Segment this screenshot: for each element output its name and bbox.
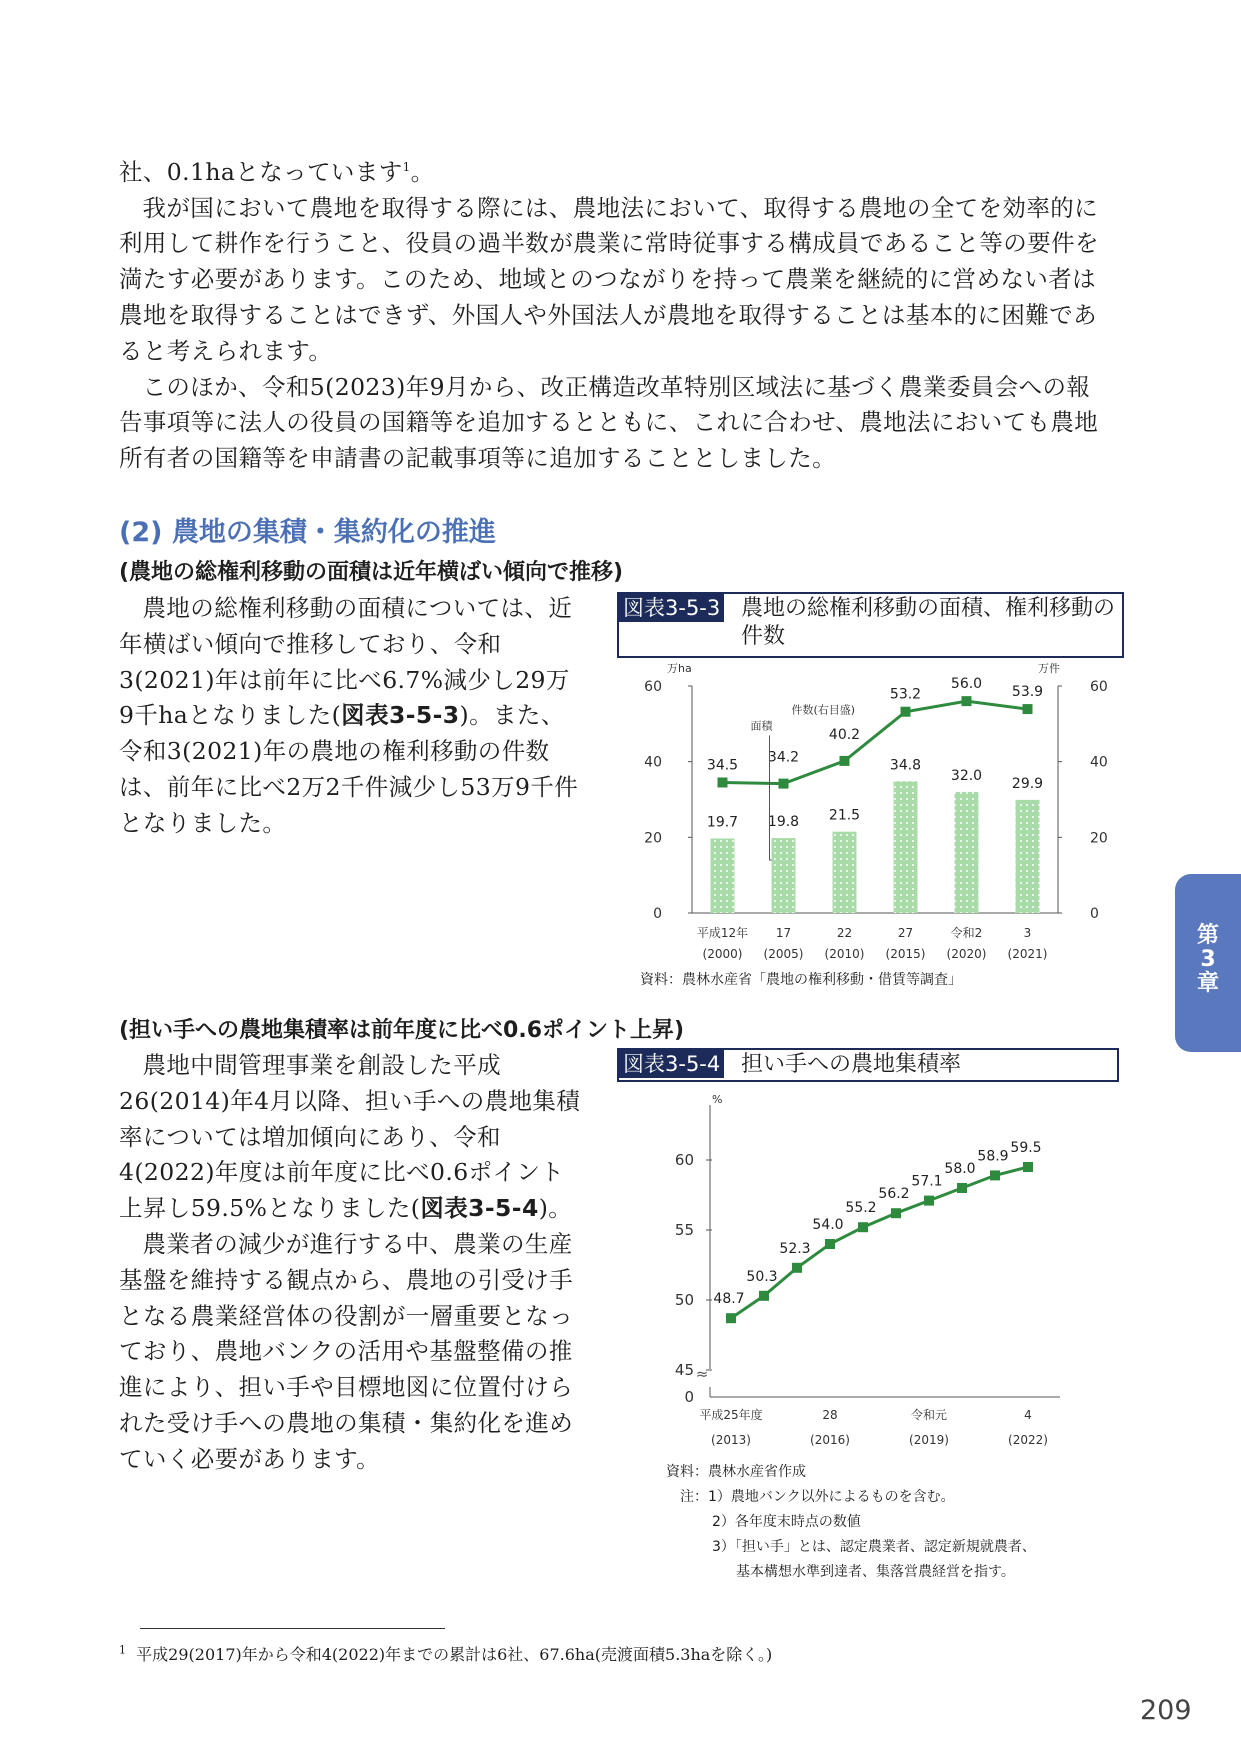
bar xyxy=(894,781,918,913)
section-title: (2) 農地の集積・集約化の推進 xyxy=(119,517,496,548)
line-point xyxy=(990,1170,1000,1180)
x-tick-sublabel: (2015) xyxy=(885,947,926,961)
line-label: 53.2 xyxy=(889,686,922,703)
figure2-title: 担い手への農地集積率 xyxy=(741,1052,962,1077)
y-axis-right-label: 万件 xyxy=(1038,662,1060,675)
figure-ref[interactable]: 図表3-5-3 xyxy=(341,701,460,730)
y-tick-left: 60 xyxy=(644,679,662,695)
y-tick-label: 0 xyxy=(684,1388,694,1406)
y-tick-label: 60 xyxy=(674,1151,694,1169)
figure2-notes xyxy=(666,1460,1036,1585)
figure1-title: 農地の総権利移動の面積、権利移動の件数 xyxy=(741,596,1116,649)
x-tick-label: 平成25年度 xyxy=(699,1408,763,1422)
x-tick-label: 3 xyxy=(1023,926,1032,940)
x-tick-sublabel: (2013) xyxy=(711,1433,751,1447)
block2-paragraph-2: 農業者の減少が進行する中、農業の生産基盤を維持する観点から、農地の引受け手となる農業経営体の役割が一層重要となっており、農地バンクの活用や基盤整備の推進により、担い手や目標地図に位置付けられた受け手への農地の集積・集約化を進めていく必要があります。 xyxy=(119,1229,574,1473)
bar xyxy=(711,838,735,913)
y-tick-label: 45 xyxy=(674,1361,694,1379)
axis-break-icon: ≈ xyxy=(695,1365,709,1383)
figure1-label: 図表3-5-3 xyxy=(619,594,724,622)
y-tick-label: 50 xyxy=(674,1291,694,1309)
y-tick-left: 20 xyxy=(644,830,662,847)
figure2-chart xyxy=(660,1085,1080,1460)
block2-text xyxy=(119,1048,583,1478)
y-tick-left: 0 xyxy=(653,906,662,922)
x-tick-sublabel: (2010) xyxy=(824,947,865,961)
figure2-note-1: 注：1）農地バンク以外によるものを含む。 xyxy=(680,1489,955,1505)
footnote-ref: 1 xyxy=(402,160,411,174)
bar-label: 19.8 xyxy=(767,814,800,831)
x-tick-sublabel: (2020) xyxy=(946,947,987,961)
line-point xyxy=(759,1291,769,1301)
chapter-tab[interactable] xyxy=(1175,874,1241,1052)
data-label: 50.3 xyxy=(746,1268,778,1285)
intro-paragraph-3: このほか、令和5(2023)年9月から、改正構造改革特別区域法に基づく農業委員会への報告事項等に法人の役員の国籍等を追加するとともに、これに合わせ、農地法においても農地所有者の国籍等を申請書の記載事項等に追加することとしました。 xyxy=(119,372,1099,473)
x-tick-label: 17 xyxy=(775,926,792,940)
x-tick-label: 4 xyxy=(1024,1408,1032,1422)
data-label: 54.0 xyxy=(812,1217,844,1233)
bar xyxy=(955,792,979,913)
figure-ref[interactable]: 図表3-5-4 xyxy=(420,1194,539,1223)
bar xyxy=(772,838,796,913)
line-point xyxy=(1023,704,1033,714)
data-label: 52.3 xyxy=(779,1240,811,1257)
chapter-tab-line3: 章 xyxy=(1196,971,1219,996)
x-tick-sublabel: (2022) xyxy=(1008,1433,1048,1447)
figure2-note-3: 3）「担い手」とは、認定農業者、認定新規就農者、 xyxy=(712,1539,1036,1555)
x-tick-label: 28 xyxy=(822,1408,838,1422)
block2-heading: (担い手への農地集積率は前年度に比べ0.6ポイント上昇) xyxy=(119,1018,685,1043)
bar xyxy=(833,832,857,913)
line-label: 34.2 xyxy=(767,749,800,766)
line-point xyxy=(1023,1162,1033,1172)
x-tick-sublabel: (2005) xyxy=(763,947,804,961)
bar-label: 21.5 xyxy=(828,807,861,824)
bar xyxy=(1016,800,1040,913)
x-tick-label: 令和2 xyxy=(950,926,983,940)
line-point xyxy=(962,696,972,706)
figure2-source: 資料：農林水産省作成 xyxy=(666,1464,806,1480)
series-name-bar: 面積 xyxy=(750,719,773,733)
series-name-line: 件数(右目盛) xyxy=(791,703,856,717)
y-tick-label: 55 xyxy=(674,1221,694,1239)
bar-label: 34.8 xyxy=(889,757,922,774)
figure2-title-box xyxy=(617,1048,1119,1082)
y-tick-right: 20 xyxy=(1090,830,1108,847)
line-point xyxy=(792,1263,802,1273)
x-tick-label: 平成12年 xyxy=(696,926,749,940)
y-axis-left-label: 万ha xyxy=(667,662,692,675)
intro-text xyxy=(119,150,1102,477)
footnote-number: 1 xyxy=(119,1643,126,1657)
line-point xyxy=(901,707,911,717)
figure2-label: 図表3-5-4 xyxy=(619,1050,724,1078)
x-tick-sublabel: (2021) xyxy=(1007,947,1048,961)
footnote-rule xyxy=(140,1628,445,1629)
line-point xyxy=(726,1313,736,1323)
data-label: 58.9 xyxy=(977,1148,1009,1165)
bar-label: 32.0 xyxy=(950,767,983,784)
line-point xyxy=(718,777,728,787)
page-number: 209 xyxy=(1140,1695,1192,1726)
y-tick-right: 0 xyxy=(1090,906,1099,922)
figure2-note-2: 2）各年度末時点の数値 xyxy=(712,1514,861,1530)
block2-text-a: 農地中間管理事業を創設した平成26(2014)年4月以降、担い手への農地集積率については増加傾向にあり、令和4(2022)年度は前年度に比べ0.6ポイント上昇し59.5%となりました( xyxy=(119,1051,581,1223)
line-label: 34.5 xyxy=(706,757,739,774)
line-point xyxy=(840,756,850,766)
data-label: 57.1 xyxy=(911,1173,943,1190)
bar-label: 29.9 xyxy=(1011,775,1044,792)
line-label: 53.9 xyxy=(1011,684,1044,701)
x-tick-sublabel: (2019) xyxy=(909,1433,949,1447)
figure1-chart xyxy=(640,658,1108,978)
y-tick-left: 40 xyxy=(644,754,662,771)
block1-text xyxy=(119,591,583,842)
line-point xyxy=(924,1196,934,1206)
y-tick-right: 40 xyxy=(1090,754,1108,771)
block1-text-a: 農地の総権利移動の面積については、近年横ばい傾向で推移しており、令和3(2021)年は前年に比べ6.7%減少し29万9千haとなりました( xyxy=(119,594,573,730)
footnote xyxy=(119,1642,772,1665)
line-point xyxy=(825,1239,835,1249)
x-tick-sublabel: (2000) xyxy=(702,947,743,961)
line-label: 56.0 xyxy=(950,676,983,693)
line-point xyxy=(779,779,789,789)
intro-line1: 社、0.1haとなっています xyxy=(119,157,403,186)
line-point xyxy=(858,1222,868,1232)
footnote-text: 平成29(2017)年から令和4(2022)年までの累計は6社、67.6ha(売渡面積5.3haを除く。) xyxy=(136,1645,773,1664)
x-tick-label: 27 xyxy=(897,926,914,940)
chapter-tab-line1: 第 xyxy=(1196,923,1219,948)
x-tick-label: 令和元 xyxy=(910,1408,948,1422)
data-label: 59.5 xyxy=(1010,1140,1042,1156)
line-point xyxy=(891,1208,901,1218)
figure2-note-3b: 基本構想水準到達者、集落営農経営を指す。 xyxy=(736,1564,1015,1580)
data-label: 58.0 xyxy=(944,1161,976,1177)
x-tick-sublabel: (2016) xyxy=(810,1433,850,1447)
line-point xyxy=(957,1183,967,1193)
x-tick-label: 22 xyxy=(836,926,853,940)
block2-text-b: )。 xyxy=(538,1194,573,1223)
block1-text-b: )。また、令和3(2021)年の農地の権利移動の件数は、前年に比べ2万2千件減少し53万9千件となりました。 xyxy=(119,701,579,837)
data-label: 55.2 xyxy=(845,1200,877,1217)
block1-heading: (農地の総権利移動の面積は近年横ばい傾向で推移) xyxy=(119,560,624,585)
figure1-title-box xyxy=(617,592,1124,658)
data-label: 48.7 xyxy=(713,1291,745,1308)
chapter-tab-line2: 3 xyxy=(1200,947,1216,972)
line-label: 40.2 xyxy=(828,726,861,743)
intro-line1-end: 。 xyxy=(410,157,435,186)
y-axis-label: % xyxy=(712,1093,723,1106)
bar-label: 19.7 xyxy=(706,814,739,831)
figure1-source: 資料：農林水産省「農地の権利移動・借賃等調査」 xyxy=(640,972,962,988)
intro-paragraph-2: 我が国において農地を取得する際には、農地法において、取得する農地の全てを効率的に利用して耕作を行うこと、役員の過半数が農業に常時従事する構成員であること等の要件を満たす必要があります。このため、地域とのつながりを持って農業を継続的に営めない者は農地を取得することはできず、外国人や外国法人が農地を取得することは基本的に困難であると考えられます。 xyxy=(119,193,1099,365)
y-tick-right: 60 xyxy=(1090,679,1108,695)
data-label: 56.2 xyxy=(878,1186,910,1203)
